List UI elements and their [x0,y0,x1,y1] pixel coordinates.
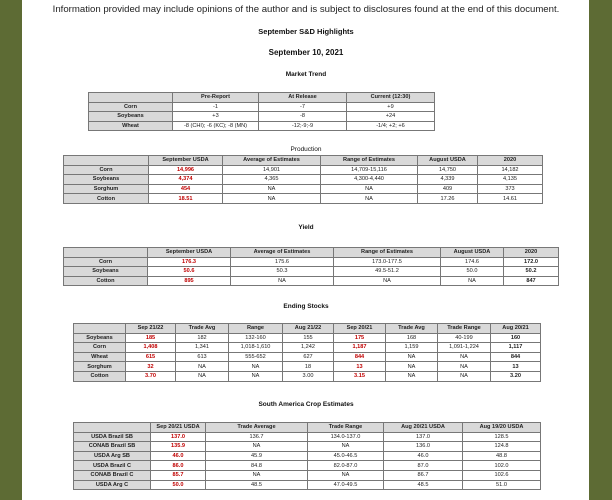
column-header [64,248,148,258]
table-cell: 46.0 [384,451,463,461]
table-row [64,267,559,277]
column-header: At Release [259,93,347,103]
table-cell: 185 [126,333,176,343]
production-title: Production [290,146,322,153]
table-cell: -8 (CHI); -6 (KC); -8 (MN) [173,121,259,131]
table-row [74,362,541,372]
table-cell: 3.00 [283,371,334,381]
table-cell: 14.61 [478,194,543,204]
table-cell: 132-160 [229,333,283,343]
table-cell: NA [438,352,491,362]
table-cell: 84.8 [206,461,308,471]
table-cell: NA [386,362,438,372]
table-cell: 844 [334,352,386,362]
table-cell: 1,341 [176,343,229,353]
column-header: August USDA [418,156,478,166]
table-cell: 32 [126,362,176,372]
table-cell: 102.6 [463,470,541,480]
table-cell: NA [438,371,491,381]
row-label: Soybeans [64,175,149,185]
table-cell: 13 [491,362,541,372]
row-label: Corn [74,343,126,353]
south-america-title: South America Crop Estimates [258,401,354,408]
table-cell: 48.8 [463,451,541,461]
row-label: Corn [64,257,148,267]
table-cell: -1/4; +2; +6 [347,121,435,131]
column-header [64,156,149,166]
table-cell: 4,365 [223,175,321,185]
row-label: Sorghum [74,362,126,372]
column-header: 2020 [478,156,543,166]
table-cell: 50.2 [504,267,559,277]
table-cell: -8 [259,112,347,122]
table-row [74,343,541,353]
table-cell: 454 [149,184,223,194]
table-cell: 895 [148,276,231,286]
table-cell: 175 [334,333,386,343]
column-header [89,93,173,103]
table-cell: 172.0 [504,257,559,267]
table-cell: 40-199 [438,333,491,343]
table-cell: 50.6 [148,267,231,277]
table-cell: 14,182 [478,165,543,175]
table-cell: NA [441,276,504,286]
table-row [64,175,543,185]
column-header: Aug 20/21 [491,324,541,334]
row-label: Corn [64,165,149,175]
table-cell: 87.0 [384,461,463,471]
table-cell: +3 [173,112,259,122]
row-label: Cotton [64,276,148,286]
column-header: August USDA [441,248,504,258]
table-cell: NA [223,184,321,194]
column-header: Trade Range [308,423,384,433]
row-label: USDA Brazil C [74,461,151,471]
table-cell: NA [206,442,308,452]
column-header: Aug 20/21 USDA [384,423,463,433]
column-header: Aug 21/22 [283,324,334,334]
table-cell: 134.0-137.0 [308,432,384,442]
table-cell: 627 [283,352,334,362]
table-row [74,442,541,452]
table-cell: 50.3 [231,267,334,277]
table-cell: 136.0 [384,442,463,452]
table-cell: 128.5 [463,432,541,442]
table-cell: -1 [173,102,259,112]
table-cell: 613 [176,352,229,362]
table-row [89,121,435,131]
table-cell: 176.3 [148,257,231,267]
table-cell: 135.9 [151,442,206,452]
table-cell: NA [386,352,438,362]
table-cell: 14,996 [149,165,223,175]
column-header: Range [229,324,283,334]
row-label: CONAB Brazil C [74,470,151,480]
yield-table [63,247,559,286]
table-row [74,470,541,480]
table-cell: NA [176,362,229,372]
table-row [64,257,559,267]
column-header: Range of Estimates [334,248,441,258]
column-header: Sep 20/21 USDA [151,423,206,433]
row-label: Cotton [74,371,126,381]
table-cell: 4,300-4,440 [321,175,418,185]
table-cell: 182 [176,333,229,343]
column-header: Average of Estimates [223,156,321,166]
table-cell: 168 [386,333,438,343]
market-trend-title: Market Trend [285,71,327,78]
table-row [74,451,541,461]
table-row [74,352,541,362]
table-cell: 1,091-1,224 [438,343,491,353]
table-cell: 174.6 [441,257,504,267]
column-header: Sep 21/22 [126,324,176,334]
table-cell: -12;-9;-9 [259,121,347,131]
table-cell: 4,135 [478,175,543,185]
table-cell: 3.15 [334,371,386,381]
table-row [74,480,541,490]
table-cell: 373 [478,184,543,194]
table-cell: NA [308,442,384,452]
table-row [64,165,543,175]
row-label: Soybeans [89,112,173,122]
table-cell: 18.51 [149,194,223,204]
table-cell: 14,901 [223,165,321,175]
table-cell: 51.0 [463,480,541,490]
table-cell: NA [229,362,283,372]
row-label: Wheat [89,121,173,131]
table-cell: 615 [126,352,176,362]
table-cell: 844 [491,352,541,362]
table-cell: 47.0-49.5 [308,480,384,490]
table-cell: 1,159 [386,343,438,353]
table-cell: NA [438,362,491,372]
header-row [89,93,435,103]
table-cell: 17.26 [418,194,478,204]
table-cell: 3.20 [491,371,541,381]
table-cell: 4,374 [149,175,223,185]
column-header: Range of Estimates [321,156,418,166]
table-cell: NA [321,194,418,204]
table-cell: 13 [334,362,386,372]
table-cell: 555-652 [229,352,283,362]
table-row [89,112,435,122]
table-cell: 1,018-1,610 [229,343,283,353]
table-cell: 82.0-87.0 [308,461,384,471]
market-trend-table [88,92,435,131]
column-header [74,324,126,334]
table-cell: 45.9 [206,451,308,461]
table-cell: 136.7 [206,432,308,442]
table-cell: NA [223,194,321,204]
yield-title: Yield [298,224,314,231]
table-cell: 48.5 [206,480,308,490]
row-label: Corn [89,102,173,112]
table-cell: 137.0 [151,432,206,442]
table-cell: 49.5-51.2 [334,267,441,277]
row-label: CONAB Brazil SB [74,442,151,452]
header-row [64,248,559,258]
column-header: Trade Range [438,324,491,334]
table-cell: +24 [347,112,435,122]
report-date: September 10, 2021 [268,48,344,57]
column-header: Trade Avg [176,324,229,334]
table-cell: NA [231,276,334,286]
table-cell: NA [334,276,441,286]
south-america-table [73,422,541,490]
table-cell: NA [229,371,283,381]
table-row [74,333,541,343]
column-header: Sep 20/21 [334,324,386,334]
production-table [63,155,543,204]
row-label: Soybeans [64,267,148,277]
table-row [64,184,543,194]
column-header: Aug 19/20 USDA [463,423,541,433]
table-cell: 124.8 [463,442,541,452]
table-cell: 86.0 [151,461,206,471]
table-cell: 155 [283,333,334,343]
table-cell: 173.0-177.5 [334,257,441,267]
table-cell: 409 [418,184,478,194]
header-row [74,324,541,334]
table-cell: 45.0-46.5 [308,451,384,461]
table-cell: NA [176,371,229,381]
table-cell: 48.5 [384,480,463,490]
table-cell: 85.7 [151,470,206,480]
table-cell: 1,187 [334,343,386,353]
row-label: Cotton [64,194,149,204]
disclaimer: Information provided may include opinions of the author and is subject to disclosures found at the end of this document. [52,4,560,15]
column-header: Trade Average [206,423,308,433]
ending-stocks-table [73,323,541,382]
column-header: Average of Estimates [231,248,334,258]
table-cell: 3.70 [126,371,176,381]
row-label: USDA Arg C [74,480,151,490]
table-row [74,371,541,381]
table-cell: NA [308,470,384,480]
table-cell: 50.0 [151,480,206,490]
table-cell: 46.0 [151,451,206,461]
table-cell: 14,750 [418,165,478,175]
row-label: Sorghum [64,184,149,194]
table-cell: 50.0 [441,267,504,277]
column-header: Pre-Report [173,93,259,103]
table-cell: -7 [259,102,347,112]
table-cell: 86.7 [384,470,463,480]
table-cell: 175.6 [231,257,334,267]
row-label: Soybeans [74,333,126,343]
column-header: 2020 [504,248,559,258]
table-cell: 14,709-15,116 [321,165,418,175]
table-cell: 4,339 [418,175,478,185]
column-header [74,423,151,433]
header-row [64,156,543,166]
table-cell: 1,117 [491,343,541,353]
table-cell: 1,408 [126,343,176,353]
column-header: September USDA [148,248,231,258]
row-label: Wheat [74,352,126,362]
table-cell: 102.0 [463,461,541,471]
table-cell: 1,242 [283,343,334,353]
table-cell: +9 [347,102,435,112]
table-row [74,461,541,471]
report-title: September S&D Highlights [258,27,354,36]
row-label: USDA Arg SB [74,451,151,461]
column-header: Current (12:30) [347,93,435,103]
table-cell: 160 [491,333,541,343]
column-header: Trade Avg [386,324,438,334]
table-cell: 137.0 [384,432,463,442]
ending-stocks-title: Ending Stocks [283,303,329,310]
table-row [64,194,543,204]
table-cell: 18 [283,362,334,372]
table-cell: NA [206,470,308,480]
row-label: USDA Brazil SB [74,432,151,442]
table-cell: NA [321,184,418,194]
header-row [74,423,541,433]
table-row [64,276,559,286]
table-row [89,102,435,112]
column-header: September USDA [149,156,223,166]
table-row [74,432,541,442]
table-cell: NA [386,371,438,381]
table-cell: 847 [504,276,559,286]
